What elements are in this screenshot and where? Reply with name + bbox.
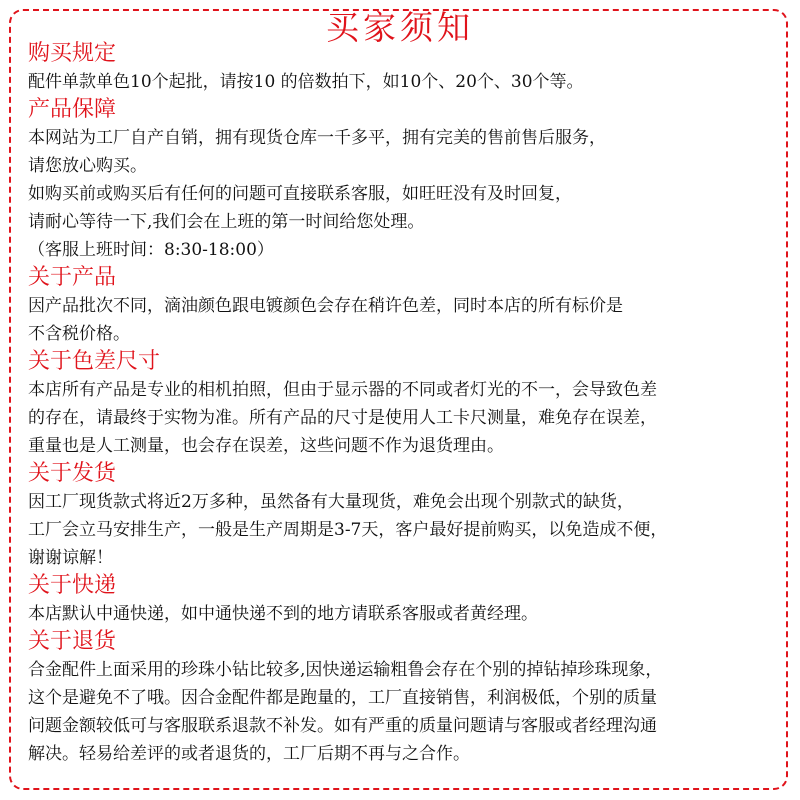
section-text-line: 重量也是人工测量，也会存在误差，这些问题不作为退货理由。: [28, 436, 504, 456]
page-title: 买家须知: [326, 8, 474, 47]
section-heading: 关于产品: [28, 265, 117, 290]
section-text-line: 合金配件上面采用的珍珠小钻比较多,因快递运输粗鲁会存在个别的掉钻掉珍珠现象，: [28, 660, 663, 680]
section-text-line: （客服上班时间：8:30-18:00）: [28, 240, 274, 260]
section-heading: 购买规定: [28, 41, 117, 66]
notice-section: [28, 348, 780, 460]
section-heading: 关于退货: [28, 629, 117, 654]
notice-section: [28, 460, 780, 572]
section-text-line: 的存在，请最终于实物为准。所有产品的尺寸是使用人工卡尺测量，难免存在误差，: [28, 408, 657, 428]
section-heading: 产品保障: [28, 97, 117, 122]
section-heading: 关于快递: [28, 573, 117, 598]
section-text-line: 本店默认中通快递，如中通快递不到的地方请联系客服或者黄经理。: [28, 604, 538, 624]
section-text-line: 不含税价格。: [28, 324, 130, 344]
notice-section: [28, 628, 780, 768]
section-text-line: 如购买前或购买后有任何的问题可直接联系客服，如旺旺没有及时回复，: [28, 184, 572, 204]
notice-section: [28, 96, 780, 264]
section-heading: 关于发货: [28, 461, 117, 486]
section-text-line: 请您放心购买。: [28, 156, 147, 176]
section-text-line: 配件单款单色10个起批，请按10 的倍数拍下，如10个、20个、30个等。: [28, 72, 584, 92]
notice-section: [28, 572, 780, 628]
section-heading: 关于色差尺寸: [28, 349, 161, 374]
section-text-line: 工厂会立马安排生产，一般是生产周期是3-7天，客户最好提前购买，以免造成不便，: [28, 520, 668, 540]
section-text-line: 因产品批次不同，滴油颜色跟电镀颜色会存在稍许色差，同时本店的所有标价是: [28, 296, 623, 316]
section-text-line: 这个是避免不了哦。因合金配件都是跑量的，工厂直接销售，利润极低，个别的质量: [28, 688, 657, 708]
notice-content: [28, 40, 780, 768]
notice-section: [28, 40, 780, 96]
section-text-line: 问题金额较低可与客服联系退款不补发。如有严重的质量问题请与客服或者经理沟通: [28, 716, 657, 736]
section-text-line: 解决。轻易给差评的或者退货的，工厂后期不再与之合作。: [28, 744, 470, 764]
section-text-line: 请耐心等待一下,我们会在上班的第一时间给您处理。: [28, 212, 425, 232]
section-text-line: 本店所有产品是专业的相机拍照，但由于显示器的不同或者灯光的不一，会导致色差: [28, 380, 657, 400]
section-text-line: 因工厂现货款式将近2万多种，虽然备有大量现货，难免会出现个别款式的缺货，: [28, 492, 634, 512]
notice-section: [28, 264, 780, 348]
section-text-line: 谢谢谅解！: [28, 548, 113, 568]
section-text-line: 本网站为工厂自产自销，拥有现货仓库一千多平，拥有完美的售前售后服务，: [28, 128, 606, 148]
